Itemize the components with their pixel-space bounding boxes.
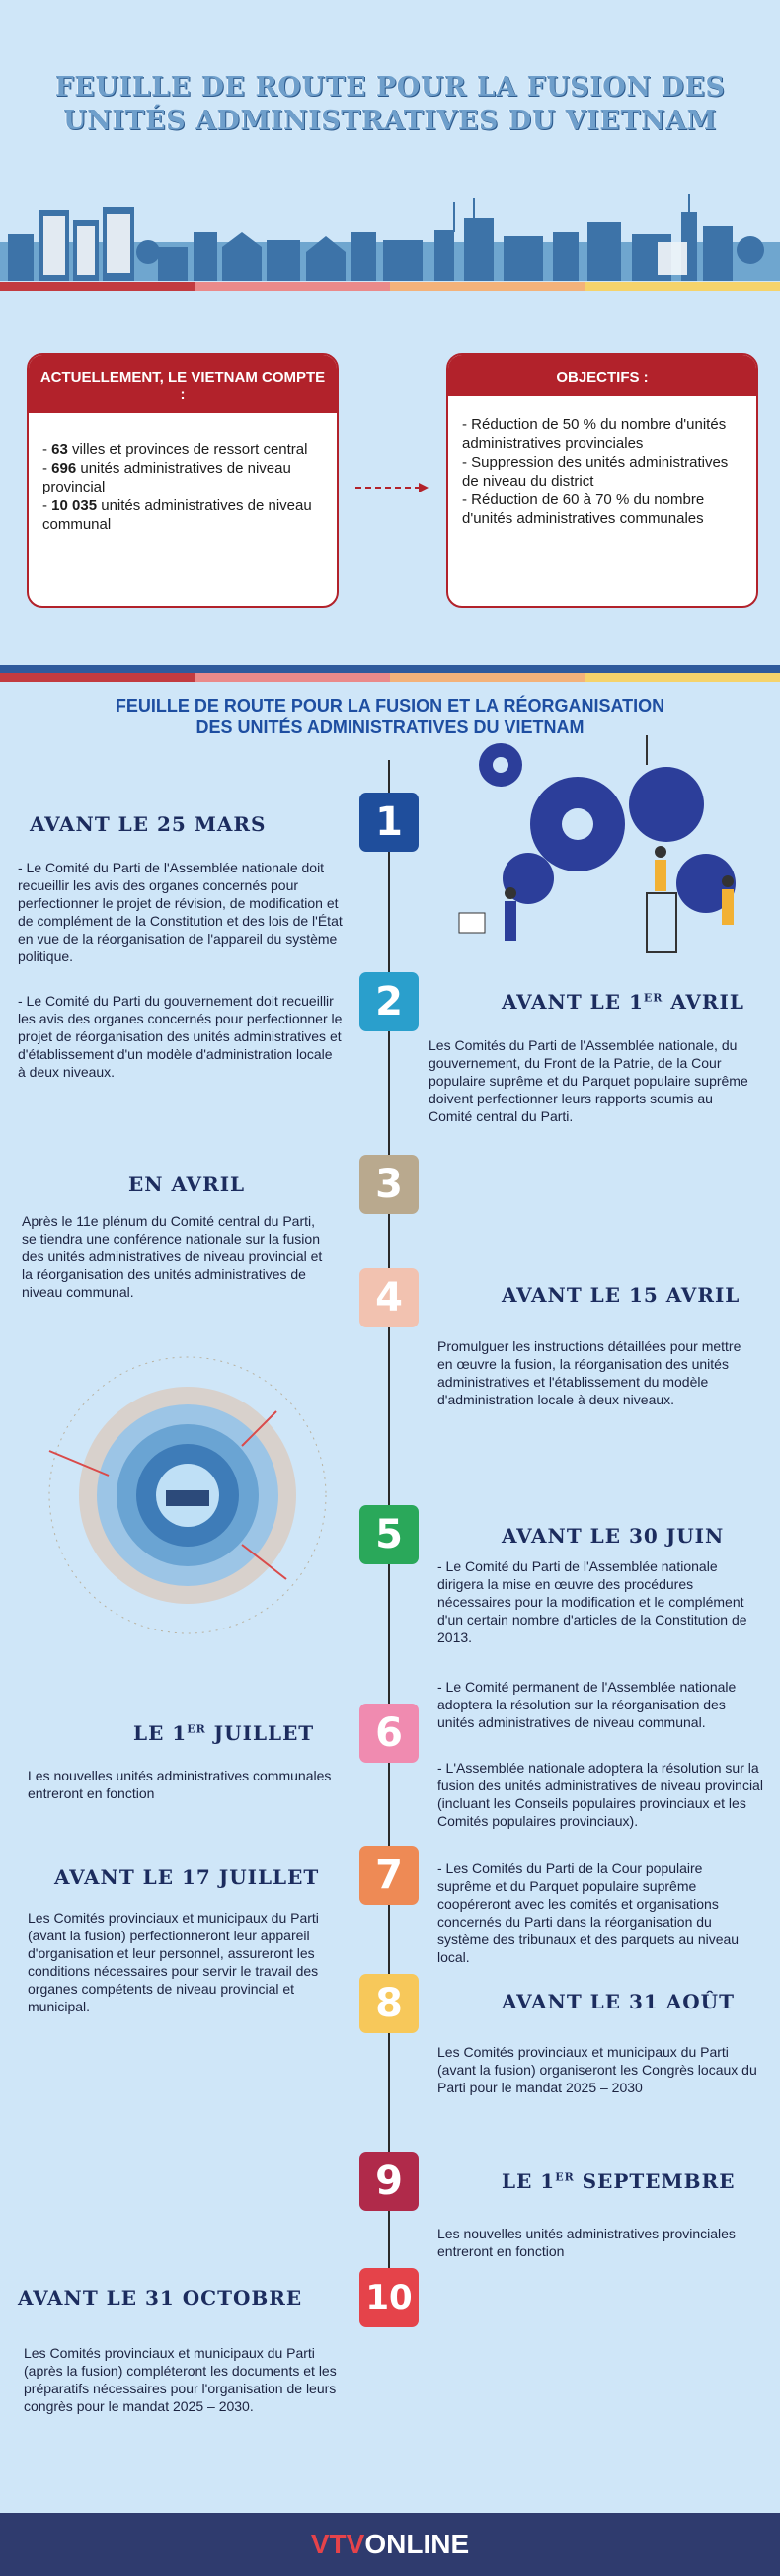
step-6-date: LE 1ER JUILLET: [133, 1721, 315, 1745]
step-1-text-b: - Le Comité du Parti du gouvernement doit recueillir les avis des organes concernés pour perfectionner le projet de réorganisation des unités administratives et d'établissement d'un modèle d'administration locale à deux niveaux.: [18, 993, 343, 1080]
step-1-badge: 1: [359, 793, 419, 852]
step-4-text: Promulguer les instructions détaillées pour mettre en œuvre la fusion, la réorganisation des unités administratives et l'établissement du modèle d'administration locale à deux niveaux.: [437, 1338, 741, 1407]
current-status-box: [27, 353, 339, 608]
step-3-badge: 3: [359, 1155, 419, 1214]
divider-band: [0, 665, 780, 673]
step-8-badge: 8: [359, 1974, 419, 2033]
step-5-text-a: - Le Comité du Parti de l'Assemblée nationale dirigera la mise en œuvre des procédures nécessaires pour la modification et le complément d'un certain nombre d'articles de la Constitution de 2013.: [437, 1558, 747, 1645]
step-7-badge: 7: [359, 1846, 419, 1905]
section-title: FEUILLE DE ROUTE POUR LA FUSION ET LA RÉORGANISATION DES UNITÉS ADMINISTRATIVES DU VIETNAM: [115, 696, 665, 737]
objective-item: - Réduction de 60 à 70 % du nombre d'unités administratives communales: [462, 492, 705, 527]
step-10-text: Les Comités provinciaux et municipaux du Parti (après la fusion) compléteront les documents et les préparatifs nécessaires pour l'organisation de leurs congrès pour le mandat 2025 – 2030.: [24, 2345, 337, 2414]
objectives-box: [446, 353, 758, 608]
step-1-date: AVANT LE 25 MARS: [30, 812, 267, 836]
step-5-text-d: - Les Comités du Parti de la Cour populaire suprême et du Parquet populaire suprême coopéreront avec les comités et organisations concernés du Parti dans la réorganisation du système des tribunaux et des parquets au niveau local.: [437, 1860, 740, 1965]
color-band-mid: [0, 673, 780, 682]
circular-city-illustration: [39, 1352, 336, 1638]
title-line-2: UNITÉS ADMINISTRATIVES DU VIETNAM: [63, 106, 717, 136]
color-band-top: [0, 282, 780, 291]
step-5-date: AVANT LE 30 JUIN: [502, 1524, 725, 1548]
step-7-date: AVANT LE 17 JUILLET: [54, 1865, 320, 1889]
step-10-date: AVANT LE 31 OCTOBRE: [18, 2286, 303, 2310]
current-item: - 696 unités administratives de niveau provincial: [42, 460, 291, 495]
objective-item: - Réduction de 50 % du nombre d'unités administratives provinciales: [462, 417, 727, 452]
step-5-badge: 5: [359, 1505, 419, 1564]
step-7-text: Les Comités provinciaux et municipaux du Parti (avant la fusion) perfectionneront leur appareil d'organisation et leur personnel, assureront les conditions nécessaires pour servir le travail des organes compétents de niveau provincial et municipal.: [28, 1910, 319, 2014]
step-8-text: Les Comités provinciaux et municipaux du Parti (avant la fusion) organiseront les Congrès locaux du Parti pour le mandat 2025 – 2030: [437, 2044, 757, 2095]
step-6-badge: 6: [359, 1704, 419, 1763]
step-9-date: LE 1ER SEPTEMBRE: [502, 2169, 736, 2193]
step-2-badge: 2: [359, 972, 419, 1031]
vtv-online-logo[interactable]: VTVONLINE: [310, 2529, 470, 2559]
arrow-icon: [353, 480, 432, 495]
objectives-heading: OBJECTIFS :: [448, 355, 756, 396]
step-3-text: Après le 11e plénum du Comité central du Parti, se tiendra une conférence nationale sur la fusion des unités administratives de niveau provincial et la réorganisation des unités administratives de niveau communal.: [22, 1213, 323, 1300]
objective-item: - Suppression des unités administratives de niveau du district: [462, 454, 729, 490]
step-6-text: Les nouvelles unités administratives communales entreront en fonction: [28, 1768, 332, 1801]
step-3-date: EN AVRIL: [128, 1173, 246, 1196]
page-title: [20, 71, 760, 138]
step-5-text-c: - L'Assemblée nationale adoptera la résolution sur la fusion des unités administratives de niveau provincial (incluant les Conseils populaires provinciaux et les Comités populaires provinciaux).: [437, 1760, 763, 1829]
current-status-heading: ACTUELLEMENT, LE VIETNAM COMPTE :: [29, 355, 337, 413]
step-4-badge: 4: [359, 1268, 419, 1327]
title-line-1: FEUILLE DE ROUTE POUR LA FUSION DES: [54, 72, 726, 103]
gears-teamwork-illustration: [449, 735, 765, 972]
step-1-text-a: - Le Comité du Parti de l'Assemblée nationale doit recueillir les avis des organes concernés pour perfectionner le projet de révision, de modification et de complément de la Constitution et des lois de l'État en vue de la réorganisation de l'appareil du système politique.: [18, 860, 343, 964]
step-9-text: Les nouvelles unités administratives provinciales entreront en fonction: [437, 2226, 736, 2259]
current-item: - 63 villes et provinces de ressort central: [42, 441, 308, 458]
step-10-badge: 10: [359, 2268, 419, 2327]
step-2-text: Les Comités du Parti de l'Assemblée nationale, du gouvernement, du Front de la Patrie, de la Cour populaire suprême et du Parquet populaire suprême doivent perfectionner leurs rapports soumis au Comité central du Parti.: [429, 1037, 748, 1124]
step-5-text-b: - Le Comité permanent de l'Assemblée nationale adoptera la résolution sur la réorganisation des unités administratives de niveau communal.: [437, 1679, 737, 1730]
step-8-date: AVANT LE 31 AOÛT: [502, 1990, 735, 2013]
step-4-date: AVANT LE 15 AVRIL: [502, 1283, 741, 1307]
current-item: - 10 035 unités administratives de niveau communal: [42, 497, 312, 533]
city-skyline-illustration: [0, 192, 780, 291]
step-9-badge: 9: [359, 2152, 419, 2211]
step-2-date: AVANT LE 1ER AVRIL: [502, 990, 744, 1014]
